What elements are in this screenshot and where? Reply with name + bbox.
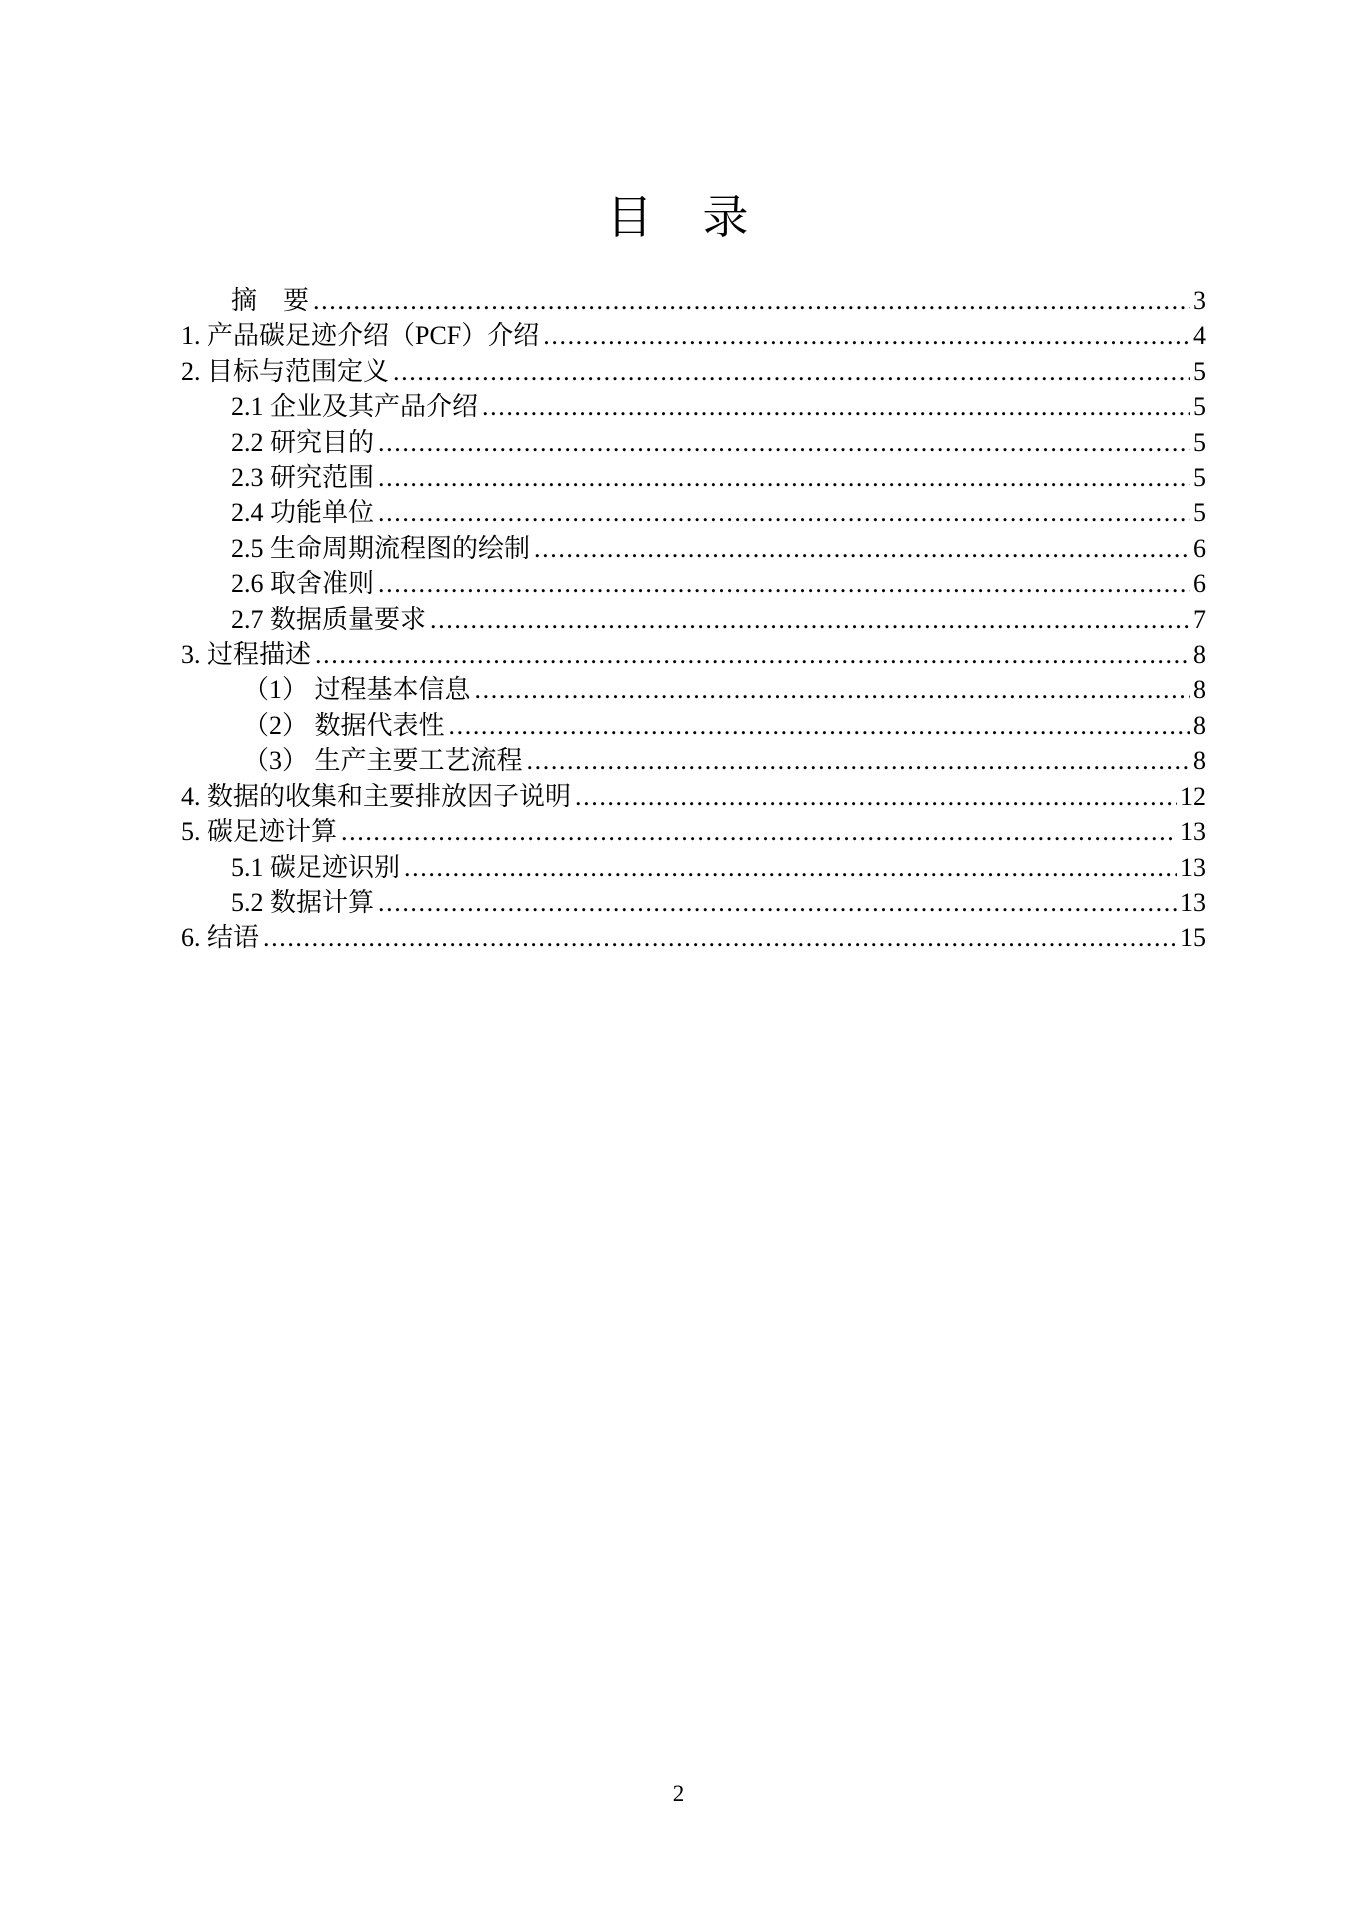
toc-entry-page: 4	[1193, 321, 1206, 351]
toc-leader-dots	[543, 318, 1190, 353]
toc-entry-label: （2） 数据代表性	[243, 710, 445, 740]
toc-entry-label: 6. 结语	[181, 923, 260, 953]
toc-entry-page: 13	[1180, 852, 1206, 882]
toc-entry[interactable]	[181, 779, 1206, 814]
toc-entry-label: 2.5 生命周期流程图的绘制	[231, 533, 531, 563]
toc-leader-dots	[449, 708, 1190, 743]
toc-entry[interactable]	[181, 885, 1206, 920]
toc-entry[interactable]	[181, 566, 1206, 601]
toc-entry-label: 5.2 数据计算	[231, 887, 375, 917]
toc-entry-label: 3. 过程描述	[181, 640, 312, 670]
toc-entry[interactable]	[181, 637, 1206, 672]
toc-entry[interactable]	[181, 850, 1206, 885]
toc-entry-page: 3	[1193, 286, 1206, 315]
toc-entry[interactable]	[181, 743, 1206, 778]
toc-leader-dots	[313, 283, 1190, 318]
toc-leader-dots	[263, 920, 1177, 955]
toc-entry[interactable]	[181, 672, 1206, 707]
toc-entry[interactable]	[181, 814, 1206, 849]
toc-leader-dots	[378, 425, 1190, 460]
toc-entry[interactable]	[181, 495, 1206, 530]
toc-entry-page: 6	[1193, 533, 1206, 563]
toc-entry-page: 8	[1193, 675, 1206, 705]
toc-entry[interactable]	[181, 708, 1206, 743]
toc-leader-dots	[534, 531, 1190, 566]
toc-leader-dots	[482, 389, 1190, 424]
toc-entry-label: 摘 要	[231, 286, 310, 315]
toc-entry-page: 5	[1193, 498, 1206, 528]
toc-entry-page: 8	[1193, 640, 1206, 670]
toc-leader-dots	[378, 495, 1190, 530]
toc-entry-page: 5	[1193, 427, 1206, 457]
toc-entry[interactable]	[181, 920, 1206, 955]
toc-entry-label: 1. 产品碳足迹介绍（PCF）介绍	[181, 321, 540, 351]
toc-entry-page: 12	[1180, 781, 1206, 811]
toc-entry-page: 7	[1193, 604, 1206, 634]
toc-entry-label: （1） 过程基本信息	[243, 675, 471, 705]
toc-entry[interactable]	[181, 425, 1206, 460]
toc-leader-dots	[393, 354, 1190, 389]
toc-entry-label: 2.4 功能单位	[231, 498, 375, 528]
toc-entry-label: 5. 碳足迹计算	[181, 817, 338, 847]
toc-entry-page: 5	[1193, 392, 1206, 422]
toc-entry-page: 5	[1193, 463, 1206, 493]
table-of-contents	[181, 283, 1206, 956]
toc-entry-label: （3） 生产主要工艺流程	[243, 746, 523, 776]
toc-leader-dots	[430, 602, 1190, 637]
toc-leader-dots	[575, 779, 1177, 814]
toc-entry-label: 5.1 碳足迹识别	[231, 852, 401, 882]
toc-entry[interactable]	[181, 531, 1206, 566]
page-title: 目 录	[606, 192, 751, 243]
footer-page-number: 2	[672, 1781, 685, 1806]
toc-leader-dots	[527, 743, 1190, 778]
toc-entry-page: 13	[1180, 887, 1206, 917]
toc-entry[interactable]	[181, 283, 1206, 318]
toc-leader-dots	[378, 885, 1177, 920]
toc-leader-dots	[378, 566, 1190, 601]
toc-entry-page: 6	[1193, 569, 1206, 599]
toc-entry-page: 8	[1193, 710, 1206, 740]
toc-leader-dots	[341, 814, 1177, 849]
toc-entry-label: 2.1 企业及其产品介绍	[231, 392, 479, 422]
toc-entry-page: 13	[1180, 817, 1206, 847]
toc-entry-page: 5	[1193, 356, 1206, 386]
toc-leader-dots	[475, 672, 1190, 707]
toc-leader-dots	[378, 460, 1190, 495]
toc-entry-label: 2.3 研究范围	[231, 463, 375, 493]
toc-entry-label: 4. 数据的收集和主要排放因子说明	[181, 781, 572, 811]
toc-entry-label: 2.6 取舍准则	[231, 569, 375, 599]
toc-entry-label: 2. 目标与范围定义	[181, 356, 390, 386]
toc-leader-dots	[315, 637, 1190, 672]
toc-entry[interactable]	[181, 354, 1206, 389]
toc-entry-label: 2.7 数据质量要求	[231, 604, 427, 634]
toc-entry[interactable]	[181, 460, 1206, 495]
toc-entry-label: 2.2 研究目的	[231, 427, 375, 457]
toc-entry[interactable]	[181, 602, 1206, 637]
toc-leader-dots	[404, 850, 1177, 885]
toc-entry[interactable]	[181, 389, 1206, 424]
toc-entry[interactable]	[181, 318, 1206, 353]
toc-entry-page: 15	[1180, 923, 1206, 953]
toc-entry-page: 8	[1193, 746, 1206, 776]
